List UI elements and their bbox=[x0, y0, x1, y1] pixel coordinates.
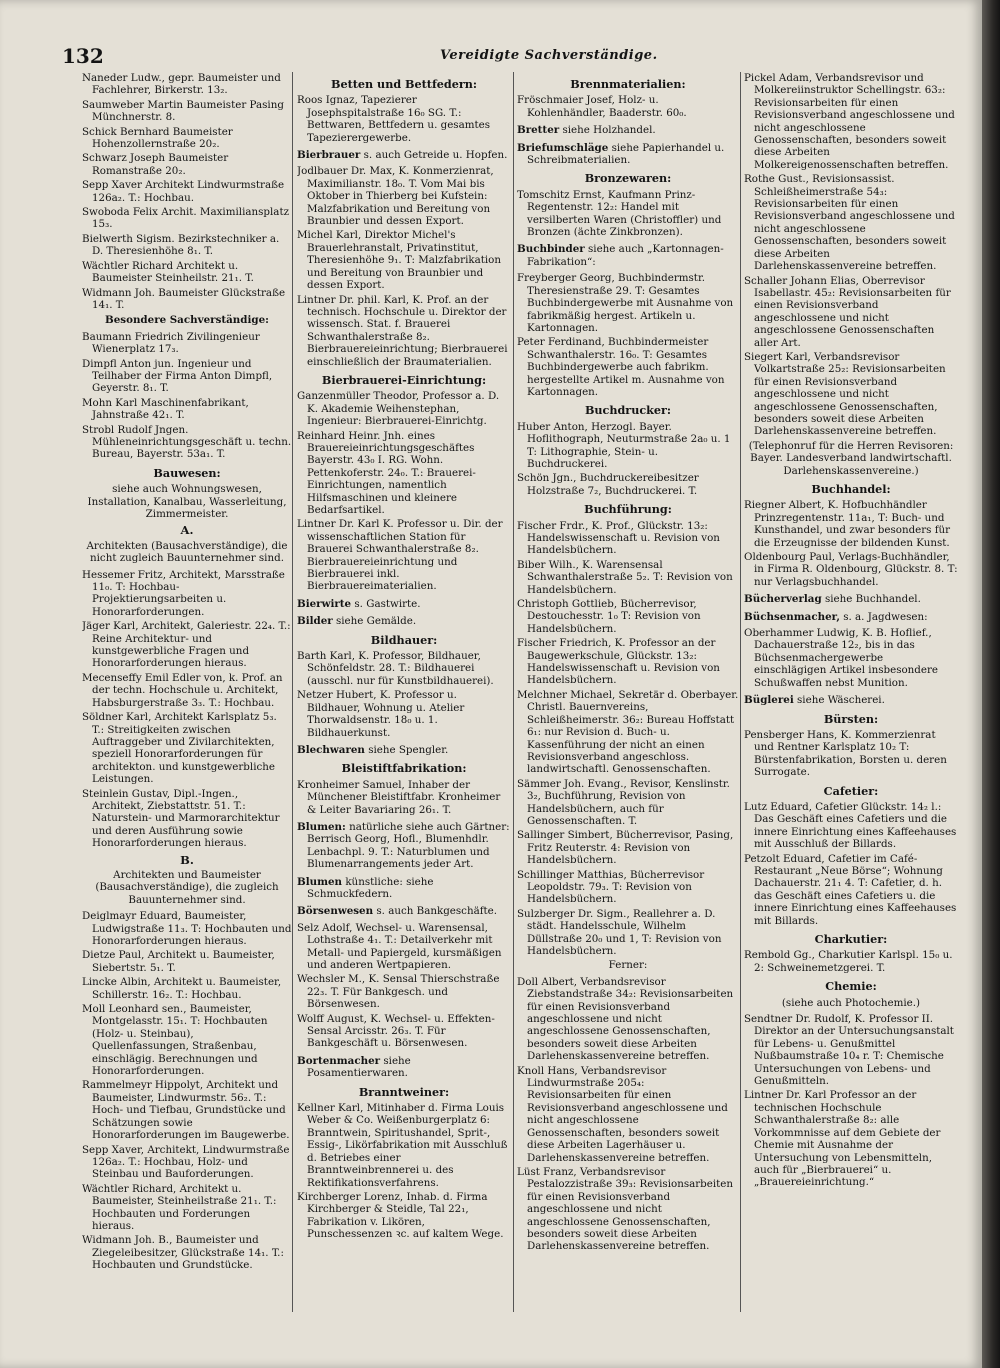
cross-reference-text: siehe Posamentierwaren. bbox=[307, 1054, 411, 1080]
cross-reference-text: s. Gastwirte. bbox=[351, 597, 421, 610]
subsection-heading: Besondere Sachverständige: bbox=[105, 314, 269, 327]
section-heading: Bronzewaren: bbox=[584, 171, 672, 186]
cross-reference-heading: Büchsenmacher, bbox=[744, 610, 840, 623]
cross-reference-heading: Briefumschläge bbox=[517, 141, 609, 154]
directory-entry: Wächtler Richard, Architekt u. Baumeister, Steinheilstraße 21₁. T.: Hochbauten und Forderungen hieraus. bbox=[82, 1182, 277, 1232]
section-heading: Bleistiftfabrikation: bbox=[341, 761, 467, 776]
section-heading: Bürsten: bbox=[823, 711, 879, 726]
directory-entry: Fröschmaier Josef, Holz- u. Kohlenhändler, Baaderstr. 60₀. bbox=[517, 94, 687, 119]
directory-entry: Lüst Franz, Verbandsrevisor Pestalozzistraße 39₃: Revisionsarbeiten für einen Revisionsverband angeschlossene und nicht angeschlossene Genossenschaften, besonders soweit diese Arbeiten Darlehenskassenvereine betreffen. bbox=[517, 1165, 734, 1253]
cross-reference-entry bbox=[297, 821, 511, 871]
cross-reference-text: s. a. Jagdwesen: bbox=[839, 610, 928, 623]
cross-reference-heading: Bretter bbox=[517, 124, 560, 137]
cross-reference-entry bbox=[517, 142, 739, 167]
cross-reference-entry bbox=[297, 744, 511, 756]
cross-reference-text: siehe Gemälde. bbox=[332, 615, 417, 628]
cross-reference-entry bbox=[517, 124, 739, 136]
directory-entry: Sepp Xaver Architekt Lindwurmstraße 126a₂. T.: Hochbau. bbox=[82, 179, 285, 204]
cross-reference-heading: Buchbinder bbox=[517, 243, 585, 256]
book-gutter bbox=[982, 0, 1000, 1368]
directory-entry: Hessemer Fritz, Architekt, Marsstraße 11₀. T: Hochbau-Projektierungsarbeiten u. Honorarforderungen. bbox=[82, 568, 285, 618]
directory-entry: Sendtner Dr. Rudolf, K. Professor II. Direktor an der Untersuchungsanstalt für Lebens- u. Genußmittel Nußbaumstraße 10₄ r. T: Chemische Untersuchungen von Lebens- und Genußmitteln. bbox=[744, 1013, 954, 1088]
directory-entry: Oldenbourg Paul, Verlags-Buchhändler, in Firma R. Oldenbourg, Glückstr. 8. T: nur Verlagsbuchhandel. bbox=[744, 551, 958, 588]
section-heading: Betten und Bettfedern: bbox=[331, 77, 477, 91]
column-divider bbox=[513, 72, 514, 1312]
column-divider bbox=[292, 72, 293, 1312]
page-number: 132 bbox=[62, 44, 104, 68]
column-4 bbox=[744, 72, 958, 1322]
directory-entry: Tomschitz Ernst, Kaufmann Prinz-Regentenstr. 12₂: Handel mit versilberten Waren (Christoffler) und Bronzen (ächte Zinkbronzen). bbox=[517, 188, 722, 239]
directory-entry: Oberhammer Ludwig, K. B. Hoflief., Dachauerstraße 12₂, bis in das Büchsenmachergewerbe einschlägigen Artikel insbesondere Schußwaffen nebst Munition. bbox=[744, 627, 939, 689]
directory-entry: Ganzenmüller Theodor, Professor a. D. K. Akademie Weihenstephan, Ingenieur: Bierbrauerei-Einrichtg. bbox=[297, 390, 500, 428]
section-heading: Bauwesen: bbox=[153, 465, 221, 480]
cross-reference-entry bbox=[744, 611, 958, 623]
column-1 bbox=[82, 72, 292, 1322]
directory-entry: Schick Bernhard Baumeister Hohenzollernstraße 20₂. bbox=[82, 125, 233, 151]
directory-entry: Rothe Gust., Revisionsassist. Schleißheimerstraße 54₃: Revisionsarbeiten für einen Revisionsverband angeschlossene und nicht angeschlossene Genossenschaften, besonders soweit diese Arbeiten Darlehenskassenvereine betreffen. bbox=[744, 173, 955, 273]
cross-reference-entry bbox=[744, 593, 958, 605]
directory-entry: Wolff August, K. Wechsel- u. Effekten-Sensal Arcisstr. 26₃. T. Für Bankgeschäft u. Börsenwesen. bbox=[297, 1012, 495, 1050]
directory-entry: Biber Wilh., K. Warensensal Schwanthalerstraße 5₂. T: Revision von Handelsbüchern. bbox=[517, 558, 733, 596]
directory-entry: Roos Ignaz, Tapezierer Josephspitalstraße 16₀ SG. T.: Bettwaren, Bettfedern u. gesamtes Tapezierergewerbe. bbox=[297, 94, 491, 144]
directory-entry: Kronheimer Samuel, Inhaber der Münchener Bleistiftfabr. Kronheimer & Leiter Bavariaring 26₁. T. bbox=[297, 778, 501, 816]
directory-entry: Schaller Johann Elias, Oberrevisor Isabellastr. 45₂: Revisionsarbeiten für einen Revisionsverband angeschlossene und nicht angeschlossene Genossenschaften aller Art. bbox=[744, 274, 951, 349]
directory-entry: Widmann Joh. B., Baumeister und Ziegeleibesitzer, Glückstraße 14₁. T.: Hochbauten und Grundstücke. bbox=[82, 1234, 284, 1272]
section-heading: Bildhauer: bbox=[370, 632, 438, 647]
directory-entry: Naneder Ludw., gepr. Baumeister und Fachlehrer, Birkerstr. 13₂. bbox=[82, 72, 281, 97]
section-note: Architekten (Bausachverständige), die nicht zugleich Bauunternehmer sind. bbox=[86, 539, 288, 565]
cross-reference-heading: Bortenmacher bbox=[297, 1054, 381, 1067]
directory-entry: Bielwerth Sigism. Bezirkstechniker a. D. Theresienhöhe 8₁. T. bbox=[82, 232, 280, 258]
directory-entry: Fischer Frdr., K. Prof., Glückstr. 13₂: Handelswissenschaft u. Revision von Handelsbüchern. bbox=[517, 519, 720, 557]
section-heading: Chemie: bbox=[825, 979, 877, 994]
cross-reference-text: künstliche: siehe Schmuckfedern. bbox=[307, 875, 434, 900]
column-2 bbox=[297, 72, 511, 1322]
section-heading: Bierbrauerei-Einrichtung: bbox=[321, 372, 487, 387]
directory-entry: Freyberger Georg, Buchbindermstr. Theresienstraße 29. T: Gesamtes Buchbindergewerbe mit Ausnahme von fabrikmäßig hergest. Artikeln u. Kartonnagen. bbox=[517, 272, 734, 334]
cross-reference-entry bbox=[297, 876, 511, 901]
directory-entry: Wächtler Richard Architekt u. Baumeister Steinheilstr. 21₁. T. bbox=[82, 259, 254, 285]
directory-entry: Strobl Rudolf Jngen. Mühleneinrichtungsgeschäft u. techn. Bureau, Bayerstr. 53a₁. T. bbox=[82, 423, 292, 461]
directory-entry: Söldner Karl, Architekt Karlsplatz 5₃. T.: Streitigkeiten zwischen Auftraggeber und Zivilarchitekten, speziell Honorarforderungen für architekton. und kunstgewerbliche Leistungen. bbox=[82, 711, 277, 786]
directory-entry: Mohn Karl Maschinenfabrikant, Jahnstraße 42₁. T. bbox=[82, 396, 249, 422]
cross-reference-heading: Börsenwesen bbox=[297, 905, 374, 918]
cross-reference-text: siehe Holzhandel. bbox=[559, 124, 656, 137]
directory-entry: Pickel Adam, Verbandsrevisor und Molkereiinstruktor Schellingstr. 63₂: Revisionsarbeiten für einen Revisionsverband angeschlossene und nicht angeschlossene Genossenschaften, besonders soweit diese Arbeiten Molkereigenossenschaften betreffen. bbox=[744, 72, 955, 171]
cross-reference-text: siehe auch „Kartonnagen-Fabrikation“: bbox=[527, 243, 724, 268]
directory-entry: Baumann Friedrich Zivilingenieur Wienerplatz 17₃. bbox=[82, 330, 260, 356]
cross-reference-heading: Blumen bbox=[297, 875, 343, 888]
column-divider bbox=[740, 72, 741, 1312]
directory-entry: Lintner Dr. Karl Professor an der technischen Hochschule Schwanthalerstraße 8₂: alle Vorkommnisse auf dem Gebiete der Chemie mit Ausnahme der Untersuchung von Lebensmitteln, auch für „Bierbrauerei“ u. „Brauereieinrichtung.“ bbox=[744, 1089, 941, 1189]
cross-reference-text: siehe Spengler. bbox=[364, 743, 449, 756]
directory-entry: Lintner Dr. Karl K. Professor u. Dir. der wissenschaftlichen Station für Brauerei Schwanthalerstraße 8₂. Bierbrauereieinrichtung und Bierbrauerei inkl. Bierbrauereimaterialien. bbox=[297, 518, 503, 593]
cross-reference-entry bbox=[297, 598, 511, 610]
cross-reference-entry bbox=[297, 615, 511, 627]
section-note: (Telephonruf für die Herren Revisoren: Bayer. Landesverband landwirtschaftl. Darlehenskassenvereine.) bbox=[748, 439, 954, 477]
cross-reference-heading: Bilder bbox=[297, 615, 333, 628]
cross-reference-entry bbox=[517, 243, 739, 268]
directory-entry: Netzer Hubert, K. Professor u. Bildhauer, Wohnung u. Atelier Thorwaldsenstr. 18₀ u. 1. Bildhauerkunst. bbox=[297, 689, 465, 739]
directory-entry: Schön Jgn., Buchdruckereibesitzer Holzstraße 7₂, Buchdruckerei. T. bbox=[517, 472, 699, 497]
directory-entry: Steinlein Gustav, Dipl.-Ingen., Architekt, Ziebstattstr. 51. T.: Naturstein- und Marmorarchitektur und deren Ausführung sowie Honorarforderungen hieraus. bbox=[82, 787, 280, 850]
section-letter: B. bbox=[180, 852, 194, 867]
directory-entry: Peter Ferdinand, Buchbindermeister Schwanthalerstr. 16₀. T: Gesamtes Buchbindergewerbe auch fabrikm. hergestellte Artikel m. Ausnahme von Kartonnagen. bbox=[517, 336, 725, 398]
cross-reference-heading: Blechwaren bbox=[297, 743, 365, 756]
directory-entry: Sämmer Joh. Evang., Revisor, Kenslinstr. 3₂, Buchführung, Revision von Handelsbüchern, auch für Genossenschaften. T. bbox=[517, 777, 730, 827]
section-heading: Buchhandel: bbox=[811, 482, 891, 496]
section-note: (siehe auch Photochemie.) bbox=[781, 996, 921, 1009]
directory-entry: Saumweber Martin Baumeister Pasing Münchnerstr. 8. bbox=[82, 98, 284, 124]
section-heading: Branntweiner: bbox=[358, 1084, 450, 1099]
directory-entry: Moll Leonhard sen., Baumeister, Montgelasstr. 15₁. T: Hochbauten (Holz- u. Steinbau), Quellenfassungen, Straßenbau, einschlägig. Berechnungen und Honorarforderungen. bbox=[82, 1003, 268, 1078]
section-heading: Buchdrucker: bbox=[584, 403, 672, 418]
directory-entry: Lintner Dr. phil. Karl, K. Prof. an der technisch. Hochschule u. Direktor der wissensch. Stat. f. Brauerei Schwanthalerstraße 8₂. Bierbrauereieinrichtung; Bierbrauerei einschließlich der Braumaterialien. bbox=[297, 293, 508, 368]
directory-entry: Dietze Paul, Architekt u. Baumeister, Siebertstr. 5₁. T. bbox=[82, 949, 275, 974]
section-note: Ferner: bbox=[608, 959, 648, 972]
directory-entry: Schwarz Joseph Baumeister Romanstraße 20₂. bbox=[82, 152, 229, 177]
directory-entry: Doll Albert, Verbandsrevisor Ziebstandstraße 34₂: Revisionsarbeiten für einen Revisionsverband angeschlossene und nicht angeschlossene Genossenschaften, besonders soweit diese Arbeiten Darlehenskassenvereine betreffen. bbox=[517, 975, 734, 1063]
directory-entry: Widmann Joh. Baumeister Glückstraße 14₁. T. bbox=[82, 286, 286, 311]
directory-entry: Mecenseffy Emil Edler von, k. Prof. an der techn. Hochschule u. Architekt, Habsburgerstraße 3₃. T.: Hochbau. bbox=[82, 671, 283, 709]
section-heading: Brennmaterialien: bbox=[570, 77, 686, 91]
directory-entry: Selz Adolf, Wechsel- u. Warensensal, Lothstraße 4₁. T.: Detailverkehr mit Metall- und Papiergeld, kursmäßigen und anderen Wertpapieren. bbox=[297, 921, 502, 971]
cross-reference-heading: Blumen: bbox=[297, 820, 346, 833]
cross-reference-heading: Bierwirte bbox=[297, 597, 352, 610]
directory-entry: Lincke Albin, Architekt u. Baumeister, Schillerstr. 16₂. T.: Hochbau. bbox=[82, 976, 282, 1001]
directory-entry: Kirchberger Lorenz, Inhab. d. Firma Kirchberger & Steidle, Tal 22₁, Fabrikation v. Likören, Punschessenzen ꝛc. auf kaltem Wege. bbox=[297, 1190, 504, 1241]
directory-entry: Sulzberger Dr. Sigm., Reallehrer a. D. städt. Handelsschule, Wilhelm Düllstraße 20₀ und 1, T: Revision von Handelsbüchern. bbox=[517, 907, 722, 957]
cross-reference-entry bbox=[297, 1055, 511, 1080]
section-note: Architekten und Baumeister (Bausachverständige), die zugleich Bauunternehmer sind. bbox=[95, 868, 279, 906]
directory-entry: Barth Karl, K. Professor, Bildhauer, Schönfeldstr. 28. T.: Bildhauerei (ausschl. nur für Kunstbildhauerei). bbox=[297, 650, 494, 687]
directory-entry: Jodlbauer Dr. Max, K. Konmerzienrat, Maximilianstr. 18₀. T. Vom Mai bis Oktober in Thierberg bei Kufstein: Malzfabrikation und Bereitung von Braunbier und dessen Export. bbox=[297, 165, 494, 228]
directory-entry: Michel Karl, Direktor Michel's Brauerlehranstalt, Privatinstitut, Theresienhöhe 9₁. T: Malzfabrikation und Bereitung von Braunbier und dessen Export. bbox=[297, 229, 502, 292]
directory-entry: Sallinger Simbert, Bücherrevisor, Pasing, Fritz Reuterstr. 4: Revision von Handelsbüchern. bbox=[517, 829, 734, 867]
directory-entry: Christoph Gottlieb, Bücherrevisor, Destouchesstr. 1₀ T: Revision von Handelsbüchern. bbox=[517, 598, 701, 635]
directory-entry: Rammelmeyr Hippolyt, Architekt und Baumeister, Lindwurmstr. 56₂. T.: Hoch- und Tiefbau, Grundstücke und Schätzungen sowie Honorarforderungen im Baugewerbe. bbox=[82, 1079, 290, 1142]
directory-entry: Melchner Michael, Sekretär d. Oberbayer. Christl. Bauernvereins, Schleißheimerstr. 36₂: Bureau Hoffstatt 6₁: nur Revision d. Buch- u. Kassenführung der nicht an einen Revisionsverband angeschloss. landwirtschaftl. Genossenschaften. bbox=[517, 688, 739, 776]
cross-reference-text: s. auch Getreide u. Hopfen. bbox=[360, 149, 508, 162]
cross-reference-entry bbox=[297, 149, 511, 161]
cross-reference-heading: Bücherverlag bbox=[744, 593, 822, 606]
cross-reference-text: siehe Wäscherei. bbox=[793, 694, 885, 707]
directory-entry: Lutz Eduard, Cafetier Glückstr. 14₂ l.: Das Geschäft eines Cafetiers und die innere Einrichtung eines Kaffeehauses mit Ausschluß der Billards. bbox=[744, 800, 957, 851]
section-letter: A. bbox=[180, 523, 194, 538]
directory-entry: Fischer Friedrich, K. Professor an der Baugewerkschule, Glückstr. 13₂: Handelswissenschaft u. Revision von Handelsbüchern. bbox=[517, 637, 720, 687]
cross-reference-text: siehe Papierhandel u. Schreibmaterialien. bbox=[527, 141, 725, 167]
section-heading: Buchführung: bbox=[584, 502, 672, 517]
section-heading: Cafetier: bbox=[823, 783, 879, 798]
directory-entry: Schillinger Matthias, Bücherrevisor Leopoldstr. 79₃. T: Revision von Handelsbüchern. bbox=[517, 868, 705, 906]
cross-reference-entry bbox=[744, 694, 958, 706]
cross-reference-text: s. auch Bankgeschäfte. bbox=[373, 905, 498, 918]
directory-entry: Siegert Karl, Verbandsrevisor Volkartstraße 25₂: Revisionsarbeiten für einen Revisionsverband angeschlossene und nicht angeschlossene Genossenschaften, besonders soweit diese Arbeiten Darlehenskassenvereine betreffen. bbox=[744, 350, 946, 438]
directory-entry: Swoboda Felix Archit. Maximiliansplatz 15₃. bbox=[82, 206, 290, 231]
section-heading: Charkutier: bbox=[814, 932, 888, 946]
cross-reference-heading: Büglerei bbox=[744, 694, 794, 707]
column-3 bbox=[517, 72, 739, 1322]
directory-entry: Wechsler M., K. Sensal Thierschstraße 22₃. T. Für Bankgesch. und Börsenwesen. bbox=[297, 973, 500, 1011]
directory-entry: Dimpfl Anton jun. Ingenieur und Teilhaber der Firma Anton Dimpfl, Geyerstr. 8₁. T. bbox=[82, 357, 273, 395]
cross-reference-text: natürliche siehe auch Gärtner: Berrisch Georg, Hofl., Blumenhdlr. Lenbachpl. 9. T.: Naturblumen und Blumenarrangements jeder Art. bbox=[307, 820, 510, 871]
directory-entry: Jäger Karl, Architekt, Galeriestr. 22₄. T.: Reine Architektur- und kunstgewerbliche Fragen und Honorarforderungen hieraus. bbox=[82, 620, 291, 670]
section-note: siehe auch Wohnungswesen, Installation, Kanalbau, Wasserleitung, Zimmermeister. bbox=[87, 483, 287, 520]
cross-reference-entry bbox=[297, 905, 511, 917]
running-title: Vereidigte Sachverständige. bbox=[440, 48, 658, 63]
directory-entry: Deiglmayr Eduard, Baumeister, Ludwigstraße 11₃. T: Hochbauten und Honorarforderungen hieraus. bbox=[82, 910, 292, 947]
directory-entry: Knoll Hans, Verbandsrevisor Lindwurmstraße 205₄: Revisionsarbeiten für einen Revisionsverband angeschlossene und nicht angeschlossene Genossenschaften, besonders soweit diese Arbeiten Lagerhäuser u. Darlehenskassenvereine betreffen. bbox=[517, 1064, 728, 1164]
directory-entry: Pensberger Hans, K. Kommerzienrat und Rentner Karlsplatz 10₂ T: Bürstenfabrikation, Borsten u. deren Surrogate. bbox=[744, 728, 947, 779]
directory-entry: Sepp Xaver, Architekt, Lindwurmstraße 126a₂. T.: Hochbau, Holz- und Steinbau und Bauforderungen. bbox=[82, 1143, 290, 1181]
cross-reference-heading: Bierbrauer bbox=[297, 149, 361, 162]
directory-entry: Reinhard Heinr. Jnh. eines Brauereieinrichtungsgeschäftes Bayerstr. 43₀ I. RG. Wohn. Pettenkoferstr. 24₀. T.: Brauerei-Einrichtungen, namentlich Hilfsmaschinen und kleinere Bedarfsartikel. bbox=[297, 429, 476, 516]
directory-entry: Petzolt Eduard, Cafetier im Café-Restaurant „Neue Börse“; Wohnung Dachauerstr. 21₁ 4. T: Cafetier, d. h. das Geschäft eines Cafetiers u. die innere Einrichtung eines Kaffeehauses mit Billards. bbox=[744, 852, 957, 927]
directory-entry: Huber Anton, Herzogl. Bayer. Hoflithograph, Neuturmstraße 2a₀ u. 1 T: Lithographie, Stein- u. Buchdruckerei. bbox=[517, 420, 731, 470]
directory-entry: Riegner Albert, K. Hofbuchhändler Prinzregentenstr. 11a₁, T: Buch- und Kunsthandel, und zwar besonders für die Erzeugnisse der bildenden Kunst. bbox=[744, 499, 951, 549]
directory-entry: Rembold Gg., Charkutier Karlspl. 15₀ u. 2: Schweinemetzgerei. T. bbox=[744, 949, 953, 974]
directory-entry: Kellner Karl, Mitinhaber d. Firma Louis Weber & Co. Weißenburgerplatz 6: Branntwein, Spiritushandel, Sprit-, Essig-, Likörfabrikation mit Ausschluß d. Betriebes einer Branntweinbrennerei u. des Rektifikationsverfahrens. bbox=[297, 1102, 508, 1189]
cross-reference-text: siehe Buchhandel. bbox=[821, 593, 921, 606]
